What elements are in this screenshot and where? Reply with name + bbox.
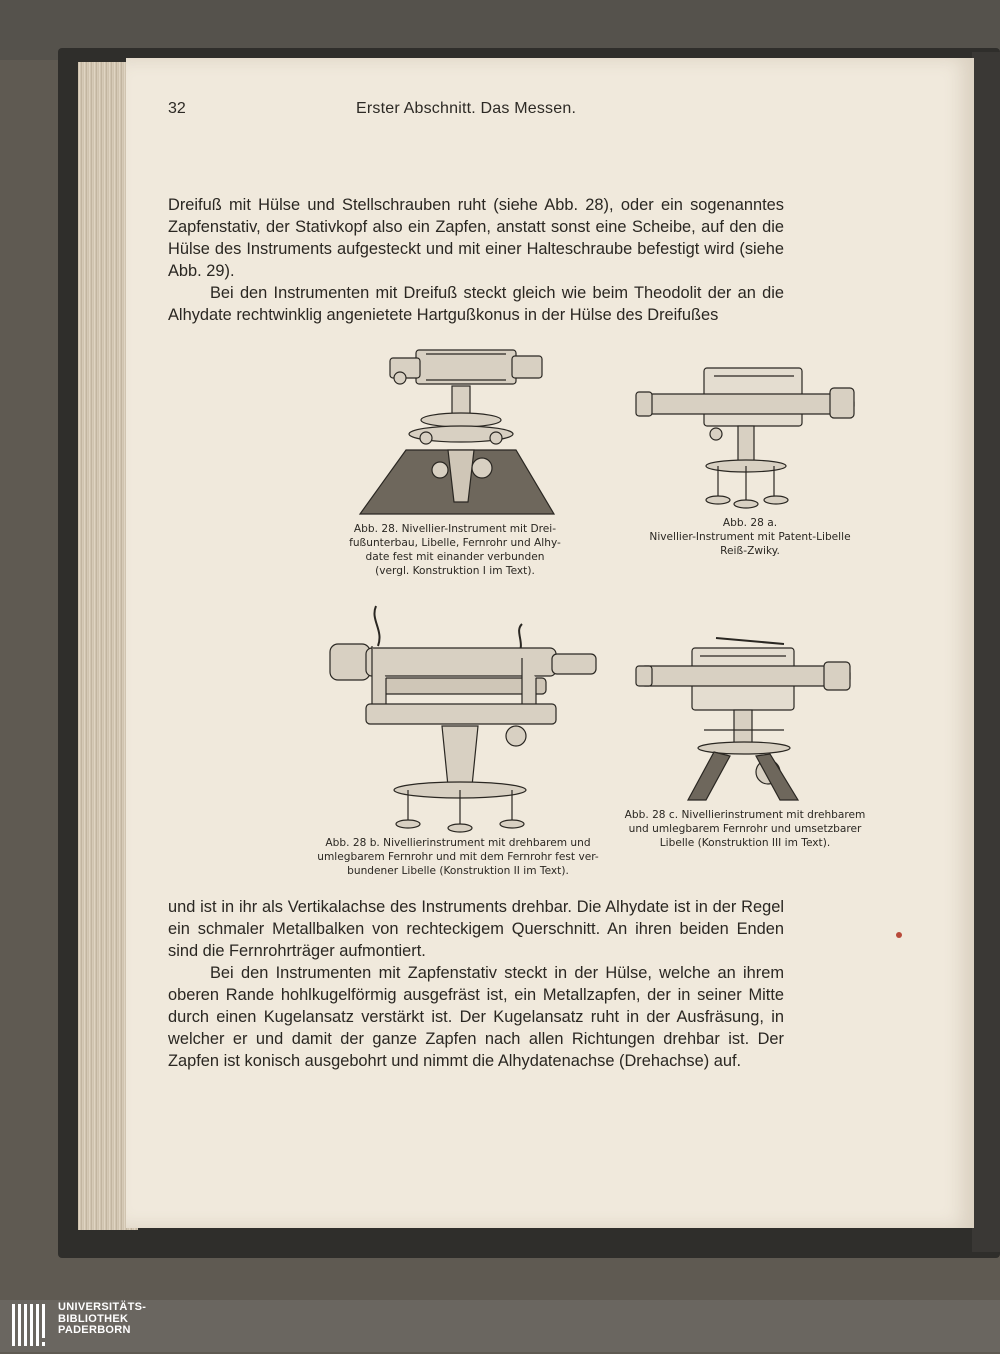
figure-28-caption — [342, 522, 568, 578]
page-header — [168, 100, 778, 126]
page-number: 32 — [168, 100, 186, 117]
running-head: Erster Abschnitt. Das Messen. — [356, 100, 577, 117]
paragraph-3: und ist in ihr als Vertikalachse des Instruments drehbar. Die Alhydate ist in der Regel ein schmaler Metallbalken von rechteckigem Querschnitt. An ihren beiden Enden sind die Fernrohrträger aufmontiert. — [168, 898, 784, 960]
figure-28-illustration — [356, 342, 556, 518]
figure-28c-caption-line-1: Abb. 28 c. Nivellierinstrument mit drehbarem — [624, 809, 866, 821]
figure-28c-caption-line-3: Libelle (Konstruktion III im Text). — [659, 837, 831, 849]
figure-28b-caption-line-3: bundener Libelle (Konstruktion II im Text). — [347, 865, 569, 877]
ink-mark — [896, 932, 902, 938]
library-footer — [0, 1300, 1000, 1352]
figure-28b-caption-line-1: Abb. 28 b. Nivellierinstrument mit drehbarem und — [325, 837, 591, 849]
figure-28a-caption-line-3: Reiß-Zwiky. — [720, 545, 780, 557]
library-name-line-3: PADERBORN — [58, 1324, 131, 1336]
library-name-line-1: UNIVERSITÄTS- — [58, 1301, 147, 1313]
figure-28-caption-line-3: date fest mit einander verbunden — [365, 551, 545, 563]
figure-28c-illustration — [634, 632, 854, 802]
paragraph-4: Bei den Instrumenten mit Zapfenstativ steckt in der Hülse, welche an ihrem oberen Rande hohlkugelförmig ausgefräst ist, ein Metallzapfen, der in seiner Mitte durch einen Kugelansatz verstärkt ist. Der Kugelansatz ruht in der Ausfräsung, in welcher er und damit der ganze Zapfen nach allen Richtungen drehbar ist. Der Zapfen ist konisch ausgebohrt und nimmt die Alhydatenachse (Drehachse) auf. — [168, 964, 784, 1070]
figure-28a-caption-line-1: Abb. 28 a. — [722, 517, 778, 529]
library-logo-text — [58, 1302, 146, 1337]
library-logo-icon — [10, 1302, 54, 1354]
paragraph-2: Bei den Instrumenten mit Dreifuß steckt gleich wie beim Theodolit der an die Alhydate rechtwinklig angenietete Hartgußkonus in der Hülse des Dreifußes — [168, 284, 784, 324]
figure-28a-caption-line-2: Nivellier-Instrument mit Patent-Libelle — [649, 531, 851, 543]
paragraph-1: Dreifuß mit Hülse und Stellschrauben ruht (siehe Abb. 28), oder ein sogenanntes Zapfenstativ, der Stativkopf also ein Zapfen, anstatt sonst eine Scheibe, auf den die Hülse des Instruments aufgesteckt und mit einer Halteschraube befestigt wird (siehe Abb. 29). — [168, 196, 784, 280]
figure-28c-caption-line-2: und umlegbarem Fernrohr und umsetzbarer — [628, 823, 862, 835]
figure-28a-illustration — [634, 362, 858, 510]
figure-28b-caption-line-2: umlegbarem Fernrohr und mit dem Fernrohr fest ver- — [317, 851, 599, 863]
figure-28-caption-line-2: fußunterbau, Libelle, Fernrohr und Alhy- — [349, 537, 561, 549]
library-name-line-2: BIBLIOTHEK — [58, 1312, 129, 1325]
book-cover-edge — [972, 52, 1000, 1252]
figure-28-caption-line-1: Abb. 28. Nivellier-Instrument mit Drei- — [353, 523, 557, 535]
figure-28c-caption — [616, 808, 874, 850]
figure-28a-caption — [636, 516, 864, 558]
figure-28-caption-line-4: (vergl. Konstruktion I im Text). — [375, 565, 535, 577]
figure-28b-illustration — [326, 602, 600, 834]
figure-28b-caption — [310, 836, 606, 878]
